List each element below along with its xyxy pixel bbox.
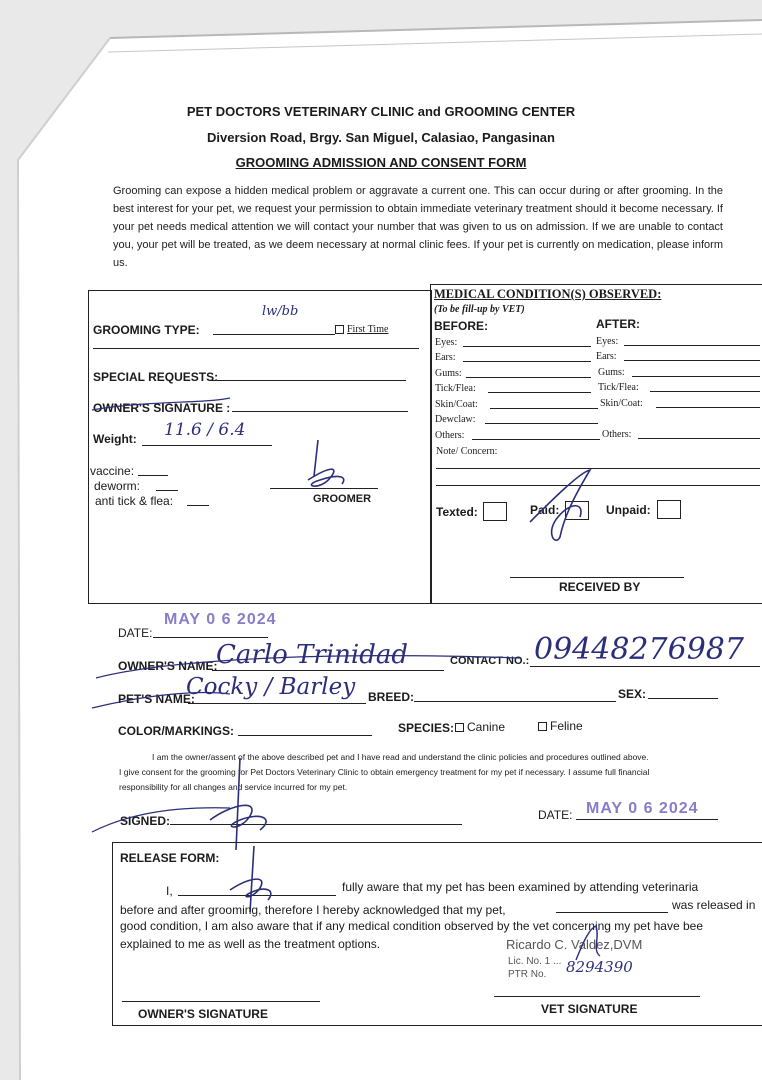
owner-name-label: OWNER'S NAME: <box>118 659 218 673</box>
release-i-label: I, <box>166 884 173 898</box>
after-label: AFTER: <box>596 317 640 331</box>
after-eyes: Eyes: <box>596 336 619 347</box>
release-line-1: fully aware that my pet has been examined by attending veterinaria <box>342 880 699 894</box>
release-owner-signature-label: OWNER'S SIGNATURE <box>138 1007 268 1021</box>
release-title: RELEASE FORM: <box>120 851 220 865</box>
before-gums: Gums: <box>435 368 462 379</box>
groomer-label: GROOMER <box>313 493 372 505</box>
before-tick: Tick/Flea: <box>435 383 476 394</box>
owner-signature-label: OWNER'S SIGNATURE : <box>93 401 231 415</box>
consent-line-1: I am the owner/assent of the above described pet and I have read and understand the clinic policies and procedures outlined above. <box>152 752 649 762</box>
before-skin: Skin/Coat: <box>435 399 478 410</box>
release-vet-signature-label: VET SIGNATURE <box>541 1002 638 1016</box>
texted-label: Texted: <box>436 505 478 519</box>
first-time-label: First Time <box>347 324 389 335</box>
vaccine-label: vaccine: <box>90 464 135 478</box>
grooming-type-value: lw/bb <box>262 304 299 319</box>
release-line-3: good condition, I am also aware that if any medical condition observed by the vet concerning my pet have bee <box>120 919 704 933</box>
vet-ptr-value: 8294390 <box>566 958 633 976</box>
after-gums: Gums: <box>598 367 625 378</box>
pet-name-label: PET'S NAME: <box>118 692 195 706</box>
paid-label: Paid: <box>530 503 560 517</box>
pet-name-value: Cocky / Barley <box>186 674 356 700</box>
consent-line-3: responsibility for all changes and service incurred for my pet. <box>119 782 348 792</box>
weight-label: Weight: <box>93 432 137 446</box>
deworm-label: deworm: <box>94 479 141 493</box>
clinic-name: PET DOCTORS VETERINARY CLINIC and GROOMING CENTER <box>186 104 576 119</box>
medical-subtitle: (To be fill-up by VET) <box>434 304 525 315</box>
canine-label: Canine <box>467 720 506 734</box>
consent-date-stamp: MAY 0 6 2024 <box>586 800 699 817</box>
color-markings-label: COLOR/MARKINGS: <box>118 724 234 738</box>
clinic-address: Diversion Road, Brgy. San Miguel, Calasiao, Pangasinan <box>207 130 555 145</box>
note-concern-label: Note/ Concern: <box>436 446 498 457</box>
vet-name-stamp: Ricardo C. Valdez,DVM <box>506 937 643 952</box>
after-ears: Ears: <box>596 351 617 362</box>
signed-label: SIGNED: <box>120 814 171 828</box>
medical-title: MEDICAL CONDITION(S) OBSERVED: <box>434 287 662 301</box>
release-line-4: explained to me as well as the treatment options. <box>120 937 381 951</box>
grooming-type-label: GROOMING TYPE: <box>93 323 200 337</box>
sex-label: SEX: <box>618 687 647 701</box>
after-others: Others: <box>602 429 632 440</box>
contact-value: 09448276987 <box>534 632 744 667</box>
anti-tick-label: anti tick & flea: <box>95 494 174 508</box>
consent-line-2: I give consent for the grooming for Pet Doctors Veterinary Clinic to obtain emergency treatment for my pet if necessary. I assume full financial <box>119 767 650 777</box>
unpaid-label: Unpaid: <box>606 503 651 517</box>
before-label: BEFORE: <box>434 319 488 333</box>
before-ears: Ears: <box>435 352 456 363</box>
vet-ptr-label: PTR No. <box>508 969 547 980</box>
breed-label: BREED: <box>368 690 415 704</box>
species-label: SPECIES: <box>398 721 455 735</box>
received-by-label: RECEIVED BY <box>559 580 641 594</box>
before-dewclaw: Dewclaw: <box>435 414 476 425</box>
date-stamp: MAY 0 6 2024 <box>164 611 277 628</box>
form-title: GROOMING ADMISSION AND CONSENT FORM <box>235 155 527 170</box>
special-requests-label: SPECIAL REQUESTS: <box>93 370 219 384</box>
date-label: DATE: <box>118 626 153 640</box>
weight-value: 11.6 / 6.4 <box>164 420 246 440</box>
owner-name-value: Carlo Trinidad <box>216 640 408 670</box>
contact-label: CONTACT NO.: <box>450 655 530 667</box>
consent-date-label: DATE: <box>538 808 573 822</box>
release-line-2b: was released in <box>672 898 756 912</box>
after-tick: Tick/Flea: <box>598 382 639 393</box>
vet-license: Lic. No. 1 ... <box>508 956 562 967</box>
intro-paragraph: Grooming can expose a hidden medical problem or aggravate a current one. This can occur during or after grooming. In the best interest for your pet, we request your permission to obtain immediate veterinary treatment should it become necessary. If your pet needs medical attention we will contact your number that was given to us on admission. If we are unable to contact you, your pet will be treated, as we deem necessary at normal clinic fees. If your pet is currently on medication, please inform us. <box>113 185 723 269</box>
after-skin: Skin/Coat: <box>600 398 643 409</box>
before-others: Others: <box>435 430 465 441</box>
release-line-2a: before and after grooming, therefore I hereby acknowledged that my pet, <box>120 903 506 917</box>
before-eyes: Eyes: <box>435 337 458 348</box>
feline-label: Feline <box>550 719 583 733</box>
